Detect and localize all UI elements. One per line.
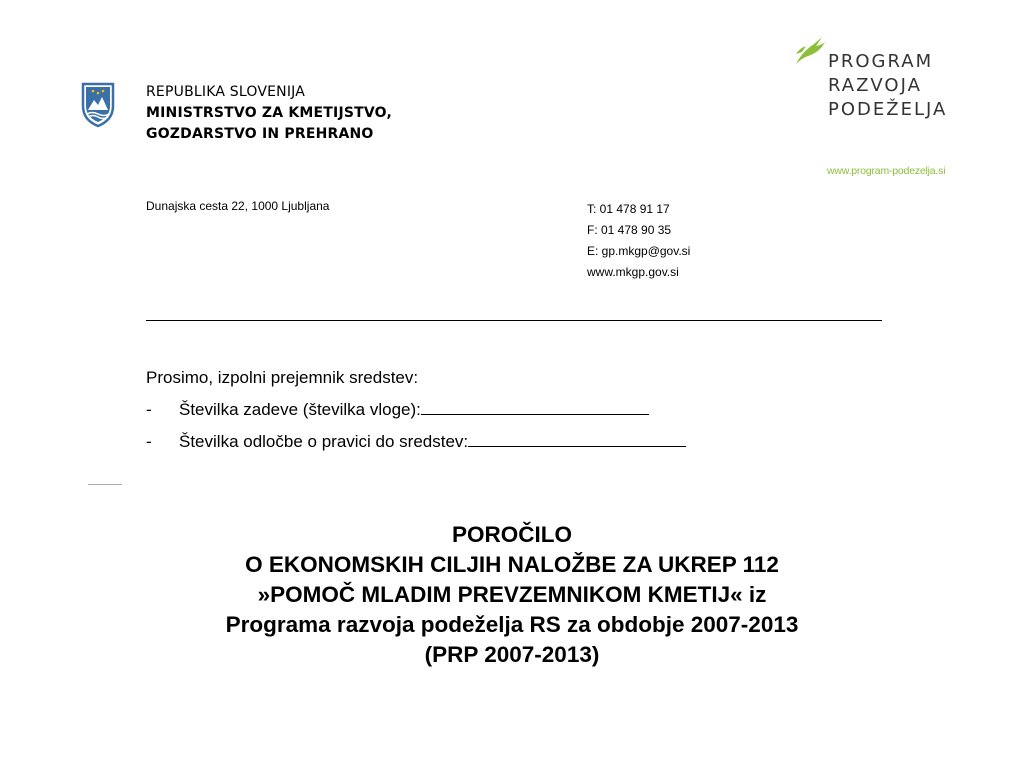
green-swallow-bird-icon <box>792 34 826 70</box>
email-address: E: gp.mkgp@gov.si <box>587 244 691 258</box>
program-logo-line-3: PODEŽELJA <box>828 99 948 120</box>
case-number-field[interactable] <box>421 395 649 415</box>
request-section <box>146 362 686 458</box>
phone-number: T: 01 478 91 17 <box>587 202 670 216</box>
ministry-line-3: GOZDARSTVO IN PREHRANO <box>146 126 374 142</box>
ministry-line-2: MINISTRSTVO ZA KMETIJSTVO, <box>146 105 392 121</box>
title-line-5: (PRP 2007-2013) <box>424 642 600 667</box>
title-line-1: POROČILO <box>451 522 572 547</box>
report-title <box>0 520 1024 670</box>
ministry-name <box>146 82 392 145</box>
title-line-3: »POMOČ MLADIM PREVZEMNIKOM KMETIJ« iz <box>257 582 767 607</box>
decision-number-label: Številka odločbe o pravici do sredstev: <box>179 432 469 451</box>
request-intro: Prosimo, izpolni prejemnik sredstev: <box>146 368 419 387</box>
title-line-4: Programa razvoja podeželja RS za obdobje 2007-2013 <box>225 612 799 637</box>
header-divider <box>146 320 882 321</box>
street-address: Dunajska cesta 22, 1000 Ljubljana <box>146 199 330 213</box>
decision-number-line <box>146 426 686 458</box>
case-number-label: Številka zadeve (številka vloge): <box>179 400 421 419</box>
list-dash: - <box>146 400 152 419</box>
list-dash: - <box>146 432 152 451</box>
program-logo-line-2: RAZVOJA <box>828 75 922 96</box>
program-url: www.program-podezelja.si <box>827 165 946 177</box>
margin-mark <box>88 484 122 485</box>
decision-number-field[interactable] <box>468 427 686 447</box>
case-number-line <box>146 394 686 426</box>
ministry-line-1: REPUBLIKA SLOVENIJA <box>146 84 306 100</box>
slovenia-coat-of-arms-icon <box>80 82 116 128</box>
website: www.mkgp.gov.si <box>587 265 679 279</box>
program-logo-line-1: PROGRAM <box>828 51 934 72</box>
title-line-2: O EKONOMSKIH CILJIH NALOŽBE ZA UKREP 112 <box>245 552 779 577</box>
contact-info <box>587 199 690 283</box>
program-logo-text <box>828 50 947 122</box>
fax-number: F: 01 478 90 35 <box>587 223 672 237</box>
